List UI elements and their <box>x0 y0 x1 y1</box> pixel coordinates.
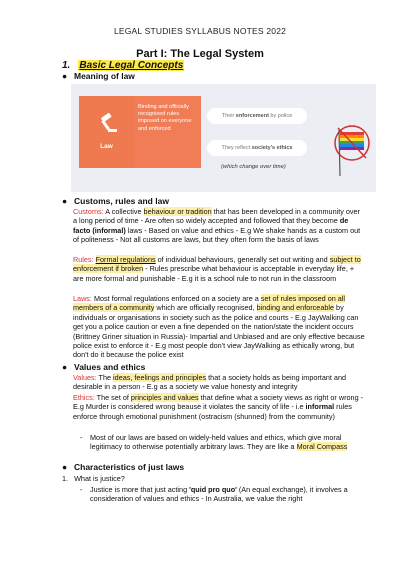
justice-subpoint <box>80 485 366 504</box>
pill-text: They reflect <box>221 145 252 151</box>
ethics-label: Ethics: <box>73 393 95 402</box>
enforcement-pill <box>207 108 307 124</box>
page-header: LEGAL STUDIES SYLLABUS NOTES 2022 <box>113 26 287 36</box>
law-definition-text: Binding and officially recognised rules imposed on everyone and enforced <box>138 104 192 132</box>
laws-paragraph <box>73 294 365 360</box>
law-definition-card <box>79 96 201 168</box>
body-text: rules enforce through emotional punishment (ostracism (shunned) from the community) <box>73 402 352 421</box>
body-text: (An equal exchange), it involves a consideration of values and ethics - In Australia, we value the right <box>90 485 348 504</box>
bullet-icon: ● <box>62 362 68 372</box>
body-text: The <box>96 373 114 382</box>
heading-text: Characteristics of just laws <box>74 462 185 472</box>
part-title: Part I: The Legal System <box>136 48 264 60</box>
highlighted-text: behaviour or tradition <box>143 207 212 216</box>
gavel-icon <box>96 112 118 134</box>
body-text: laws - Based on value and ethics - E.g We shake hands as a custom out of politeness - Not all customs are laws, but they often form the basis of laws <box>73 225 361 245</box>
ethics-pill <box>207 140 307 156</box>
highlighted-text: set of rules imposed on all members of a community <box>73 294 346 313</box>
laws-label: Laws: <box>73 294 92 303</box>
body-text: which are officially recognised, <box>154 303 257 313</box>
justice-question <box>62 474 354 483</box>
highlighted-text: Formal regulations <box>95 255 156 264</box>
bold-text: de facto (informal) <box>73 216 349 235</box>
meaning-of-law-graphic <box>71 84 376 192</box>
body-text: of individual behaviours, generally set out writing and <box>155 255 330 264</box>
list-number: 1. <box>62 474 69 483</box>
highlighted-text: subject to enforcement if broken <box>73 255 361 274</box>
law-icon-panel <box>79 96 134 168</box>
pill-bold-text: society's ethics <box>251 145 293 151</box>
highlighted-text: ideas, feelings and principles <box>113 373 207 382</box>
heading-text: Customs, rules and law <box>74 196 169 206</box>
body-text: Most of our laws are based on widely-held values and ethics, which give moral legitimacy to otherwise potentially arbitrary laws. They are like a <box>90 433 342 452</box>
values-subpoint <box>80 433 366 452</box>
body-text: A collective <box>103 207 144 216</box>
heading-text: Meaning of law <box>74 71 135 81</box>
ethics-paragraph <box>73 393 365 421</box>
dash-marker: - <box>80 433 83 442</box>
heading-text: Values and ethics <box>74 362 146 372</box>
bold-text: informal <box>305 402 335 412</box>
section-title: Basic Legal Concepts <box>79 60 184 71</box>
body-text: Most formal regulations enforced on a society are a <box>91 294 261 303</box>
body-text: that define what a society views as right or wrong - E.g Murder is considered wrong beause it violates the sancity of life - i.e <box>73 393 364 412</box>
customs-label: Customs: <box>73 207 104 216</box>
pill-text: Their <box>221 113 236 119</box>
section-heading <box>62 60 184 71</box>
dash-marker: - <box>80 485 83 494</box>
highlighted-text: principles and values <box>130 393 199 402</box>
pill-bold-text: enforcement <box>235 113 269 119</box>
question-text: What is justice? <box>74 474 125 483</box>
body-text: Justice is more that just acting <box>90 485 190 494</box>
values-label: Values: <box>73 373 97 382</box>
highlighted-text: Moral Compass <box>296 442 348 452</box>
rules-label: Rules: <box>73 255 94 264</box>
bold-text: 'quid pro quo' <box>189 485 237 494</box>
highlighted-text: binding and enforceable <box>256 303 335 313</box>
bullet-icon: ● <box>62 462 68 472</box>
law-label: Law <box>100 143 113 150</box>
values-paragraph <box>73 373 365 392</box>
body-text: by individuals or organisations in society such as the police and courts - E.g JayWalking can get you a police caution or even a fine depended on the nation/state the incident occurs (Brittney Griner situation in Russia)- Impartial and Unbiased and are only effective because police exist to enforce it - E.g most people don't view JayWalking as ethically wrong, but don't do it because the police exist <box>73 303 365 360</box>
just-laws-heading <box>62 462 184 472</box>
rainbow-flag-icon <box>333 122 371 178</box>
customs-paragraph <box>73 207 365 245</box>
meaning-of-law-heading <box>62 71 135 81</box>
body-text: that has been developed in a community over a long period of time - Are often so widely accepted and followed that they become <box>73 207 360 226</box>
body-text: - Rules prescribe what behaviour is acceptable in everyday life, + are more formal and punishable - E.g it is a school rule to not run in the classroom <box>73 264 355 283</box>
bullet-icon: ● <box>62 196 68 206</box>
body-text: that a society holds as being important and desirable in a person - E.g as a society we value honesty and integrity <box>73 373 347 392</box>
rules-paragraph <box>73 255 365 283</box>
customs-heading <box>62 196 169 206</box>
handwritten-note: (which change over time) <box>221 164 286 170</box>
body-text: The set of <box>94 393 131 402</box>
section-number: 1. <box>62 60 71 71</box>
pill-text: by police <box>268 113 293 119</box>
values-heading <box>62 362 145 372</box>
bullet-icon: ● <box>62 71 68 81</box>
